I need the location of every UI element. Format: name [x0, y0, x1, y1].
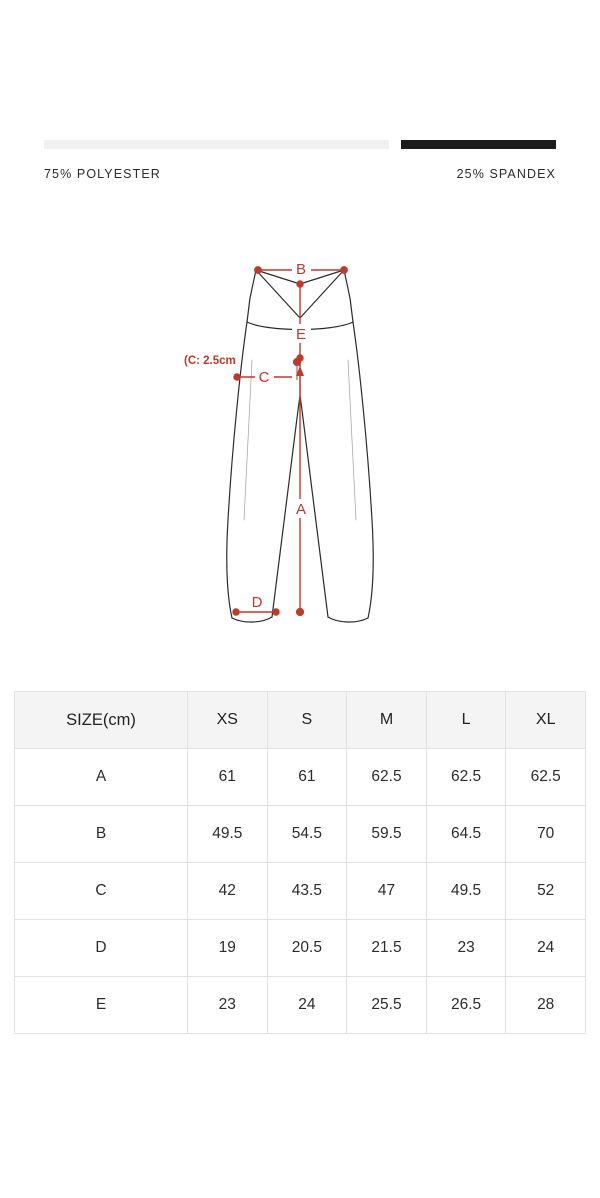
size-chart: [14, 691, 586, 1034]
table-row: [15, 749, 586, 806]
cell-b-s: 54.5: [267, 806, 347, 863]
polyester-bar: [44, 140, 389, 149]
cell-a-m: 62.5: [347, 749, 427, 806]
cell-c-m: 47: [347, 863, 427, 920]
header-l: L: [426, 692, 506, 749]
table-row: [15, 977, 586, 1034]
table-row: [15, 920, 586, 977]
row-label-d: D: [15, 920, 188, 977]
size-table: [14, 691, 586, 1034]
cell-b-l: 64.5: [426, 806, 506, 863]
fabric-composition: [0, 140, 600, 181]
cell-c-s: 43.5: [267, 863, 347, 920]
cell-a-s: 61: [267, 749, 347, 806]
row-label-e: E: [15, 977, 188, 1034]
cell-a-l: 62.5: [426, 749, 506, 806]
cell-e-xl: 28: [506, 977, 586, 1034]
row-label-c: C: [15, 863, 188, 920]
measurement-markers: [233, 267, 347, 616]
label-b: B: [295, 261, 307, 278]
measurement-labels: [184, 259, 311, 611]
table-row: [15, 806, 586, 863]
table-row: [15, 863, 586, 920]
cell-d-xs: 19: [188, 920, 268, 977]
cell-d-xl: 24: [506, 920, 586, 977]
label-c: C: [258, 369, 270, 386]
row-label-b: B: [15, 806, 188, 863]
cell-b-m: 59.5: [347, 806, 427, 863]
cell-c-l: 49.5: [426, 863, 506, 920]
cell-e-m: 25.5: [347, 977, 427, 1034]
cell-e-l: 26.5: [426, 977, 506, 1034]
label-d: D: [251, 594, 263, 611]
cell-e-s: 24: [267, 977, 347, 1034]
cell-e-xs: 23: [188, 977, 268, 1034]
header-m: M: [347, 692, 427, 749]
cell-d-l: 23: [426, 920, 506, 977]
label-a: A: [295, 501, 307, 518]
header-xl: XL: [506, 692, 586, 749]
cell-a-xl: 62.5: [506, 749, 586, 806]
spandex-label: 25% SPANDEX: [456, 167, 556, 181]
label-e: E: [295, 326, 307, 343]
cell-c-xs: 42: [188, 863, 268, 920]
cell-c-xl: 52: [506, 863, 586, 920]
leggings-measurement-diagram: [0, 240, 600, 640]
cell-d-s: 20.5: [267, 920, 347, 977]
size-table-head: [15, 692, 586, 749]
cell-a-xs: 61: [188, 749, 268, 806]
cell-b-xl: 70: [506, 806, 586, 863]
size-table-body: [15, 749, 586, 1034]
cell-d-m: 21.5: [347, 920, 427, 977]
composition-bars: [0, 140, 600, 149]
header-s: S: [267, 692, 347, 749]
spandex-bar: [401, 140, 556, 149]
composition-labels: [0, 167, 600, 181]
label-c-note: (C: 2.5cm: [184, 355, 236, 367]
cell-b-xs: 49.5: [188, 806, 268, 863]
polyester-label: 75% POLYESTER: [44, 167, 161, 181]
header-size-unit: SIZE(cm): [15, 692, 188, 749]
header-xs: XS: [188, 692, 268, 749]
table-header-row: [15, 692, 586, 749]
row-label-a: A: [15, 749, 188, 806]
